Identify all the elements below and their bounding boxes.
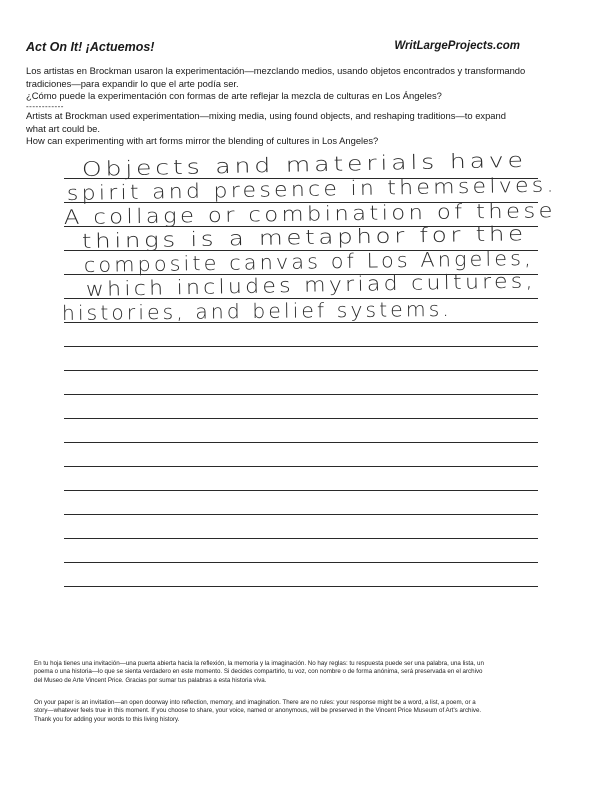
footer-en-line-2: story—whatever feels true in this moment. If you choose to share, your voice, named or anonymous, will be preserved in the Vincent Price Museum of Art's archive. — [34, 707, 482, 715]
footer-spanish — [34, 660, 582, 685]
handwritten-response — [62, 150, 562, 350]
footer-es-line-1: En tu hoja tienes una invitación—una puerta abierta hacia la reflexión, la memoria y la imaginación. No hay reglas: tu respuesta puede ser una palabra, una lista, un — [34, 660, 484, 667]
footer-es-line-2: poema o una historia—lo que se sienta verdadero en este momento. Si decides compartirlo, tu voz, con nombre o de forma anónima, será preservada en el archivo — [34, 668, 483, 676]
writing-line — [64, 490, 538, 491]
footer-en-line-1: On your paper is an invitation—an open doorway into reflection, memory, and imagination. There are no rules: your response might be a word, a list, a poem, or a — [34, 699, 476, 706]
prompt-en-line-1: Artists at Brockman used experimentation—mixing media, using found objects, and reshaping traditions—to expand — [26, 110, 506, 121]
prompt-spanish — [26, 65, 586, 103]
handwriting-line-3: A collage or combination of these — [63, 198, 499, 229]
website-label: WritLargeProjects.com — [394, 40, 520, 52]
handwriting-line-5: composite canvas of Los Angeles, — [83, 246, 518, 277]
handwriting-line-1: Objects and materials have — [81, 149, 436, 181]
writing-line — [64, 586, 538, 587]
prompt-es-question: ¿Cómo puede la experimentación con formas de arte reflejar la mezcla de culturas en Los Ángeles? — [26, 90, 442, 102]
prompt-en-line-2: what art could be. — [26, 122, 101, 134]
writing-line — [64, 370, 538, 371]
writing-line — [64, 466, 538, 467]
handwriting-line-2: spirit and presence in themselves. — [66, 173, 514, 205]
writing-line — [64, 538, 538, 539]
prompt-en-question: How can experimenting with art forms mirror the blending of cultures in Los Angeles? — [26, 135, 379, 147]
worksheet-title: Act On It! ¡Actuemos! — [26, 40, 155, 54]
writing-line — [64, 514, 538, 515]
prompt-english — [26, 110, 586, 148]
footer-es-line-3: del Museo de Arte Vincent Price. Gracias por sumar tus palabras a esta historia viva. — [34, 676, 267, 684]
footer-en-line-3: Thank you for adding your words to this living history. — [34, 715, 180, 723]
prompt-es-line-1: Los artistas en Brockman usaron la experimentación—mezclando medios, usando objetos encontrados y transformando — [26, 65, 526, 76]
handwriting-line-7: histories, and belief systems. — [61, 296, 445, 325]
writing-line — [64, 394, 538, 395]
prompt-separator: ------------ — [26, 102, 64, 111]
prompt-es-line-2: tradiciones—para expandir lo que el arte podía ser. — [26, 77, 239, 89]
writing-line — [64, 442, 538, 443]
handwriting-line-4: things is a metaphor for the — [81, 222, 446, 253]
handwriting-svg — [62, 150, 562, 350]
handwriting-line-6: which includes myriad cultures, — [85, 269, 496, 301]
writing-line — [64, 562, 538, 563]
writing-line — [64, 418, 538, 419]
footer-english — [34, 699, 582, 724]
